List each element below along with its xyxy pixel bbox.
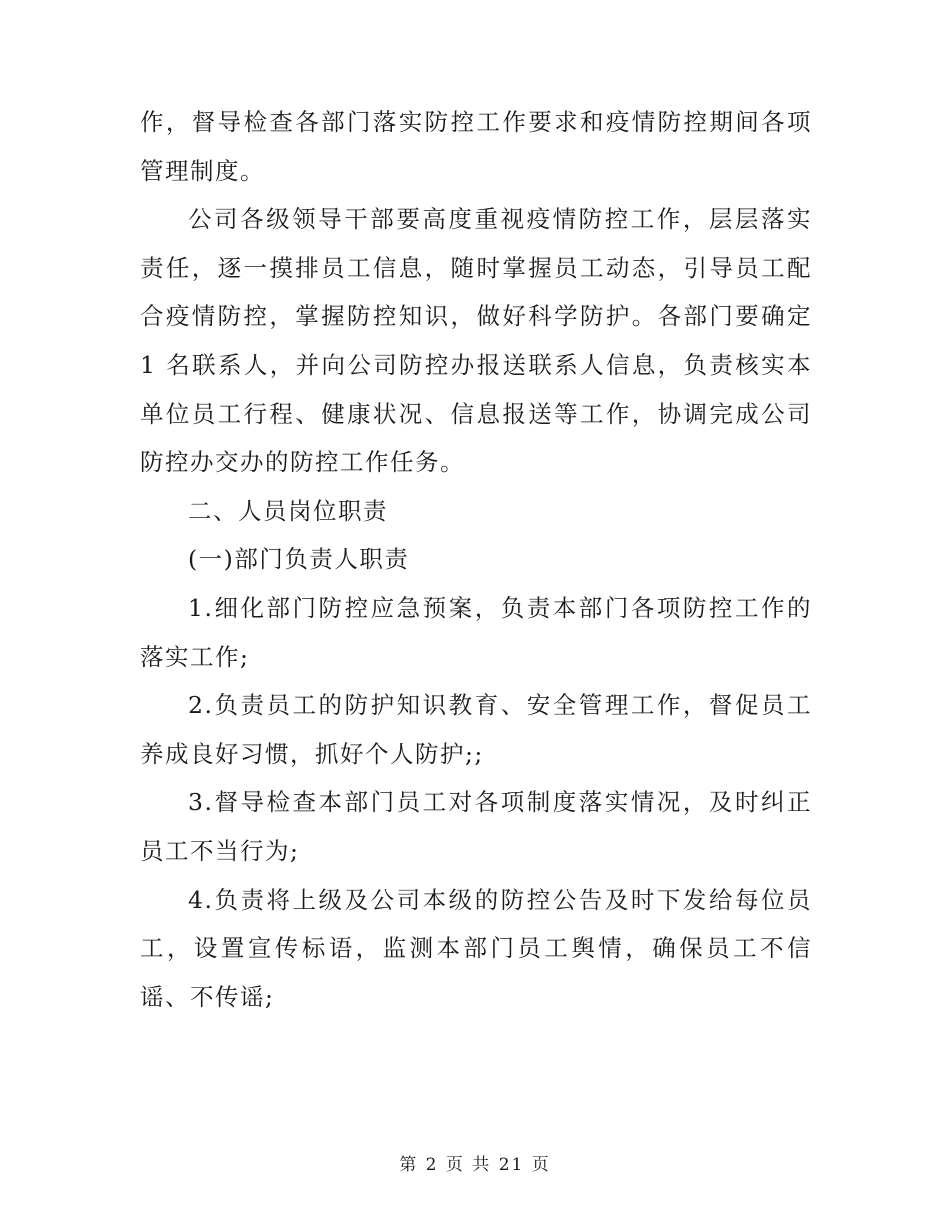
paragraph-continuation: 作，督导检查各部门落实防控工作要求和疫情防控期间各项管理制度。 (140, 108, 812, 185)
subsection-heading-department-head: (一)部门负责人职责 (188, 545, 410, 574)
list-item-3: 3.督导检查本部门员工对各项制度落实情况，及时纠正员工不当行为; (140, 788, 812, 865)
list-item-2: 2.负责员工的防护知识教育、安全管理工作，督促员工养成良好习惯，抓好个人防护;; (140, 691, 812, 768)
list-item-4: 4.负责将上级及公司本级的防控公告及时下发给每位员工，设置宣传标语，监测本部门员工舆情，确保员工不信谣、不传谣; (140, 885, 812, 1011)
section-heading-staff-duties: 二、人员岗位职责 (188, 496, 388, 525)
list-item-1: 1.细化部门防控应急预案，负责本部门各项防控工作的落实工作; (140, 593, 812, 671)
page-number-footer: 第 2 页 共 21 页 (399, 1155, 551, 1175)
paragraph-leadership-duties: 公司各级领导干部要高度重视疫情防控工作，层层落实责任，逐一摸排员工信息，随时掌握员工动态，引导员工配合疫情防控，掌握防控知识，做好科学防护。各部门要确定 1 名联系人，并向公司防控办报送联系人信息，负责核实本单位员工行程、健康状况、信息报送等工作，协调完成公司防控办交办的防控工作任务。 (140, 205, 812, 477)
document-body (140, 98, 812, 1021)
